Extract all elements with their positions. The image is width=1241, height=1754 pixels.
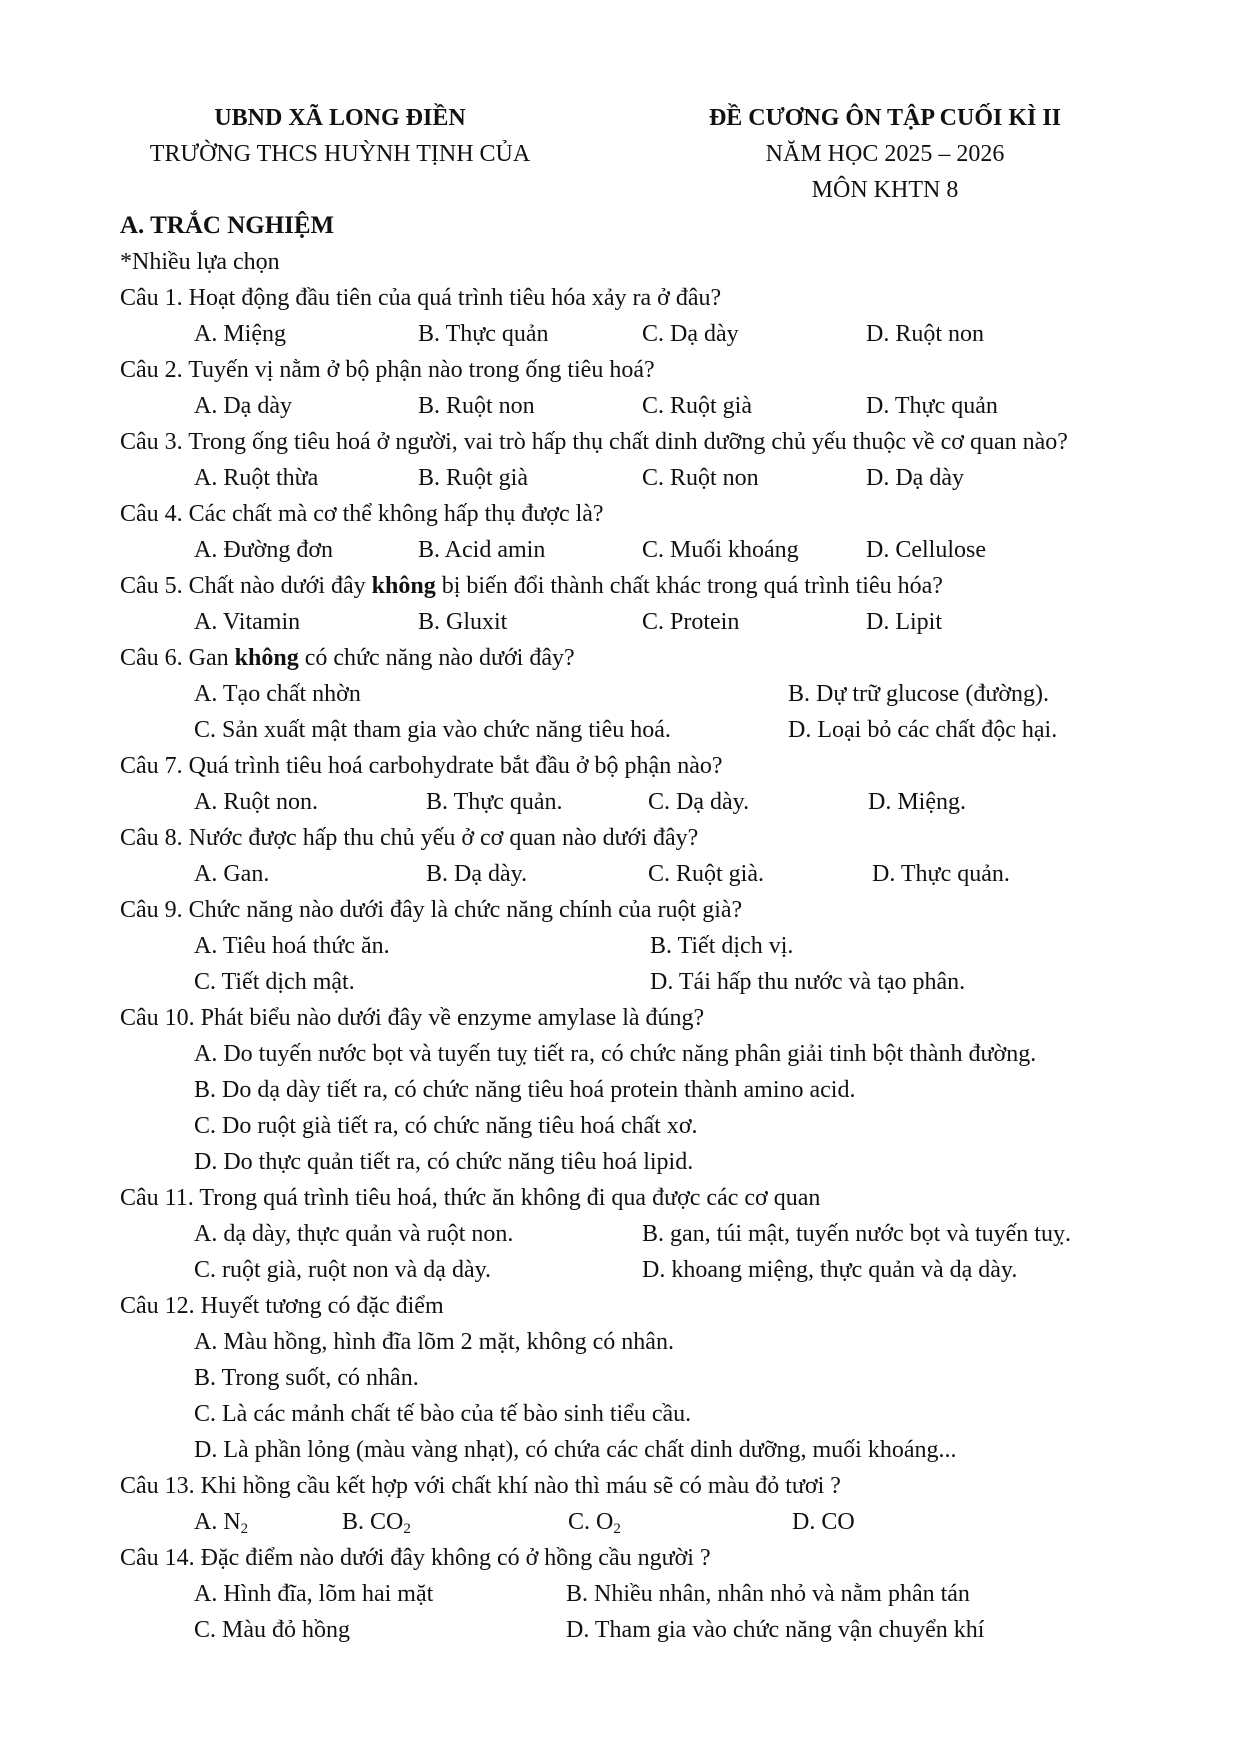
question-1-options — [120, 316, 1140, 352]
question-6 — [120, 640, 1140, 676]
option-a: A. Do tuyến nước bọt và tuyến tuỵ tiết ra, có chức năng phân giải tinh bột thành đường. — [194, 1041, 1037, 1067]
question-5-text-start: Câu 5. Chất nào dưới đây — [120, 573, 372, 599]
question-7: Câu 7. Quá trình tiêu hoá carbohydrate bắt đầu ở bộ phận nào? — [120, 753, 723, 779]
question-5-emphasis: không — [371, 573, 436, 599]
question-14-options-row1 — [120, 1576, 1140, 1612]
option-b: B. Thực quản. — [426, 789, 563, 815]
question-5 — [120, 568, 1140, 604]
question-3: Câu 3. Trong ống tiêu hoá ở người, vai trò hấp thụ chất dinh dưỡng chủ yếu thuộc về cơ quan nào? — [120, 429, 1068, 455]
question-14-options-row2 — [120, 1612, 1140, 1648]
option-b-text: B. CO — [342, 1509, 404, 1535]
option-b: B. Thực quản — [418, 321, 549, 347]
question-6-text-start: Câu 6. Gan — [120, 645, 235, 671]
option-d: D. Tái hấp thu nước và tạo phân. — [650, 969, 966, 995]
question-1: Câu 1. Hoạt động đầu tiên của quá trình tiêu hóa xảy ra ở đâu? — [120, 285, 722, 311]
authority-name: UBND XÃ LONG ĐIỀN — [214, 105, 466, 131]
question-13: Câu 13. Khi hồng cầu kết hợp với chất khí nào thì máu sẽ có màu đỏ tươi ? — [120, 1473, 841, 1499]
option-d: D. Tham gia vào chức năng vận chuyển khí — [566, 1617, 985, 1643]
option-b: B. Ruột già — [418, 465, 529, 491]
question-2: Câu 2. Tuyến vị nằm ở bộ phận nào trong ống tiêu hoá? — [120, 357, 655, 383]
option-a: A. dạ dày, thực quản và ruột non. — [194, 1221, 514, 1247]
option-c: C. Ruột non — [642, 465, 759, 491]
option-d: D. Loại bỏ các chất độc hại. — [788, 717, 1058, 743]
option-c: C. Màu đỏ hồng — [194, 1617, 350, 1643]
option-b: B. Acid amin — [418, 537, 546, 563]
option-a: A. Gan. — [194, 861, 270, 887]
option-a: A. Màu hồng, hình đĩa lõm 2 mặt, không có nhân. — [194, 1329, 674, 1355]
option-c-text: C. O — [568, 1509, 614, 1535]
option-d: D. CO — [792, 1509, 855, 1535]
question-4: Câu 4. Các chất mà cơ thể không hấp thụ được là? — [120, 501, 604, 527]
option-d: D. khoang miệng, thực quản và dạ dày. — [642, 1257, 1018, 1283]
option-d: D. Lipit — [866, 609, 942, 635]
question-8-options — [120, 856, 1140, 892]
option-a — [194, 1504, 248, 1540]
option-d: D. Ruột non — [866, 321, 985, 347]
section-subtitle: *Nhiều lựa chọn — [120, 249, 280, 275]
option-b: B. Dạ dày. — [426, 861, 528, 887]
question-3-options — [120, 460, 1140, 496]
option-d: D. Thực quản — [866, 393, 998, 419]
question-7-options — [120, 784, 1140, 820]
option-c: C. Tiết dịch mật. — [194, 969, 355, 995]
option-b: B. Gluxit — [418, 609, 508, 635]
option-c — [568, 1504, 621, 1540]
option-c: C. Protein — [642, 609, 740, 635]
question-10: Câu 10. Phát biểu nào dưới đây về enzyme amylase là đúng? — [120, 1005, 705, 1031]
question-11-options-row2 — [120, 1252, 1140, 1288]
question-2-options — [120, 388, 1140, 424]
option-b: B. Nhiều nhân, nhân nhỏ và nằm phân tán — [566, 1581, 970, 1607]
option-c: C. Ruột già. — [648, 861, 765, 887]
option-c: C. Sản xuất mật tham gia vào chức năng tiêu hoá. — [194, 717, 671, 743]
option-c: C. Dạ dày — [642, 321, 739, 347]
subscript: 2 — [613, 1521, 621, 1537]
option-b: B. Tiết dịch vị. — [650, 933, 794, 959]
subscript: 2 — [403, 1521, 411, 1537]
option-a: A. Ruột thừa — [194, 465, 319, 491]
question-4-options — [120, 532, 1140, 568]
option-d: D. Dạ dày — [866, 465, 964, 491]
option-a: A. Hình đĩa, lõm hai mặt — [194, 1581, 434, 1607]
document-body — [120, 208, 1140, 1648]
question-14: Câu 14. Đặc điểm nào dưới đây không có ở hồng cầu người ? — [120, 1545, 711, 1571]
option-d: D. Thực quản. — [872, 861, 1010, 887]
option-c: C. Do ruột già tiết ra, có chức năng tiêu hoá chất xơ. — [194, 1113, 698, 1139]
option-d: D. Là phần lỏng (màu vàng nhạt), có chứa các chất dinh dưỡng, muối khoáng... — [194, 1437, 957, 1463]
option-a: A. Miệng — [194, 321, 286, 347]
header-left — [130, 100, 550, 172]
school-name: TRƯỜNG THCS HUỲNH TỊNH CỦA — [149, 141, 531, 167]
question-6-text-end: có chức năng nào dưới đây? — [298, 645, 575, 671]
subject-name: MÔN KHTN 8 — [811, 177, 959, 203]
question-11: Câu 11. Trong quá trình tiêu hoá, thức ăn không đi qua được các cơ quan — [120, 1185, 821, 1211]
option-a: A. Tạo chất nhờn — [194, 681, 361, 707]
question-6-options-row1 — [120, 676, 1140, 712]
option-a: A. Dạ dày — [194, 393, 292, 419]
question-9: Câu 9. Chức năng nào dưới đây là chức năng chính của ruột già? — [120, 897, 743, 923]
question-13-options — [120, 1504, 1140, 1540]
school-year: NĂM HỌC 2025 – 2026 — [765, 141, 1005, 167]
subscript: 2 — [240, 1521, 249, 1537]
question-5-options — [120, 604, 1140, 640]
option-b: B. gan, túi mật, tuyến nước bọt và tuyến tuỵ. — [642, 1221, 1071, 1247]
option-b: B. Dự trữ glucose (đường). — [788, 681, 1050, 707]
option-c: C. Là các mảnh chất tế bào của tế bào sinh tiểu cầu. — [194, 1401, 692, 1427]
option-c: C. Muối khoáng — [642, 537, 799, 563]
question-12: Câu 12. Huyết tương có đặc điểm — [120, 1293, 444, 1319]
option-a: A. Vitamin — [194, 609, 301, 635]
option-d: D. Cellulose — [866, 537, 986, 563]
document-title: ĐỀ CƯƠNG ÔN TẬP CUỐI KÌ II — [708, 105, 1062, 131]
question-9-options-row1 — [120, 928, 1140, 964]
option-b: B. Trong suốt, có nhân. — [194, 1365, 419, 1391]
question-9-options-row2 — [120, 964, 1140, 1000]
option-b — [342, 1504, 411, 1540]
question-6-emphasis: không — [234, 645, 299, 671]
question-5-text-end: bị biến đổi thành chất khác trong quá trình tiêu hóa? — [435, 573, 943, 599]
option-d: D. Do thực quản tiết ra, có chức năng tiêu hoá lipid. — [194, 1149, 694, 1175]
option-d: D. Miệng. — [868, 789, 966, 815]
section-title: A. TRẮC NGHIỆM — [120, 212, 335, 239]
option-b: B. Ruột non — [418, 393, 535, 419]
option-c: C. Dạ dày. — [648, 789, 750, 815]
option-a-text: A. N — [194, 1509, 241, 1535]
question-6-options-row2 — [120, 712, 1140, 748]
question-8: Câu 8. Nước được hấp thu chủ yếu ở cơ quan nào dưới đây? — [120, 825, 699, 851]
option-c: C. Ruột già — [642, 393, 753, 419]
document-header — [0, 100, 1241, 210]
question-11-options-row1 — [120, 1216, 1140, 1252]
option-a: A. Tiêu hoá thức ăn. — [194, 933, 390, 959]
option-b: B. Do dạ dày tiết ra, có chức năng tiêu hoá protein thành amino acid. — [194, 1077, 856, 1103]
header-right — [660, 100, 1110, 208]
option-a: A. Đường đơn — [194, 537, 334, 563]
option-c: C. ruột già, ruột non và dạ dày. — [194, 1257, 492, 1283]
option-a: A. Ruột non. — [194, 789, 319, 815]
